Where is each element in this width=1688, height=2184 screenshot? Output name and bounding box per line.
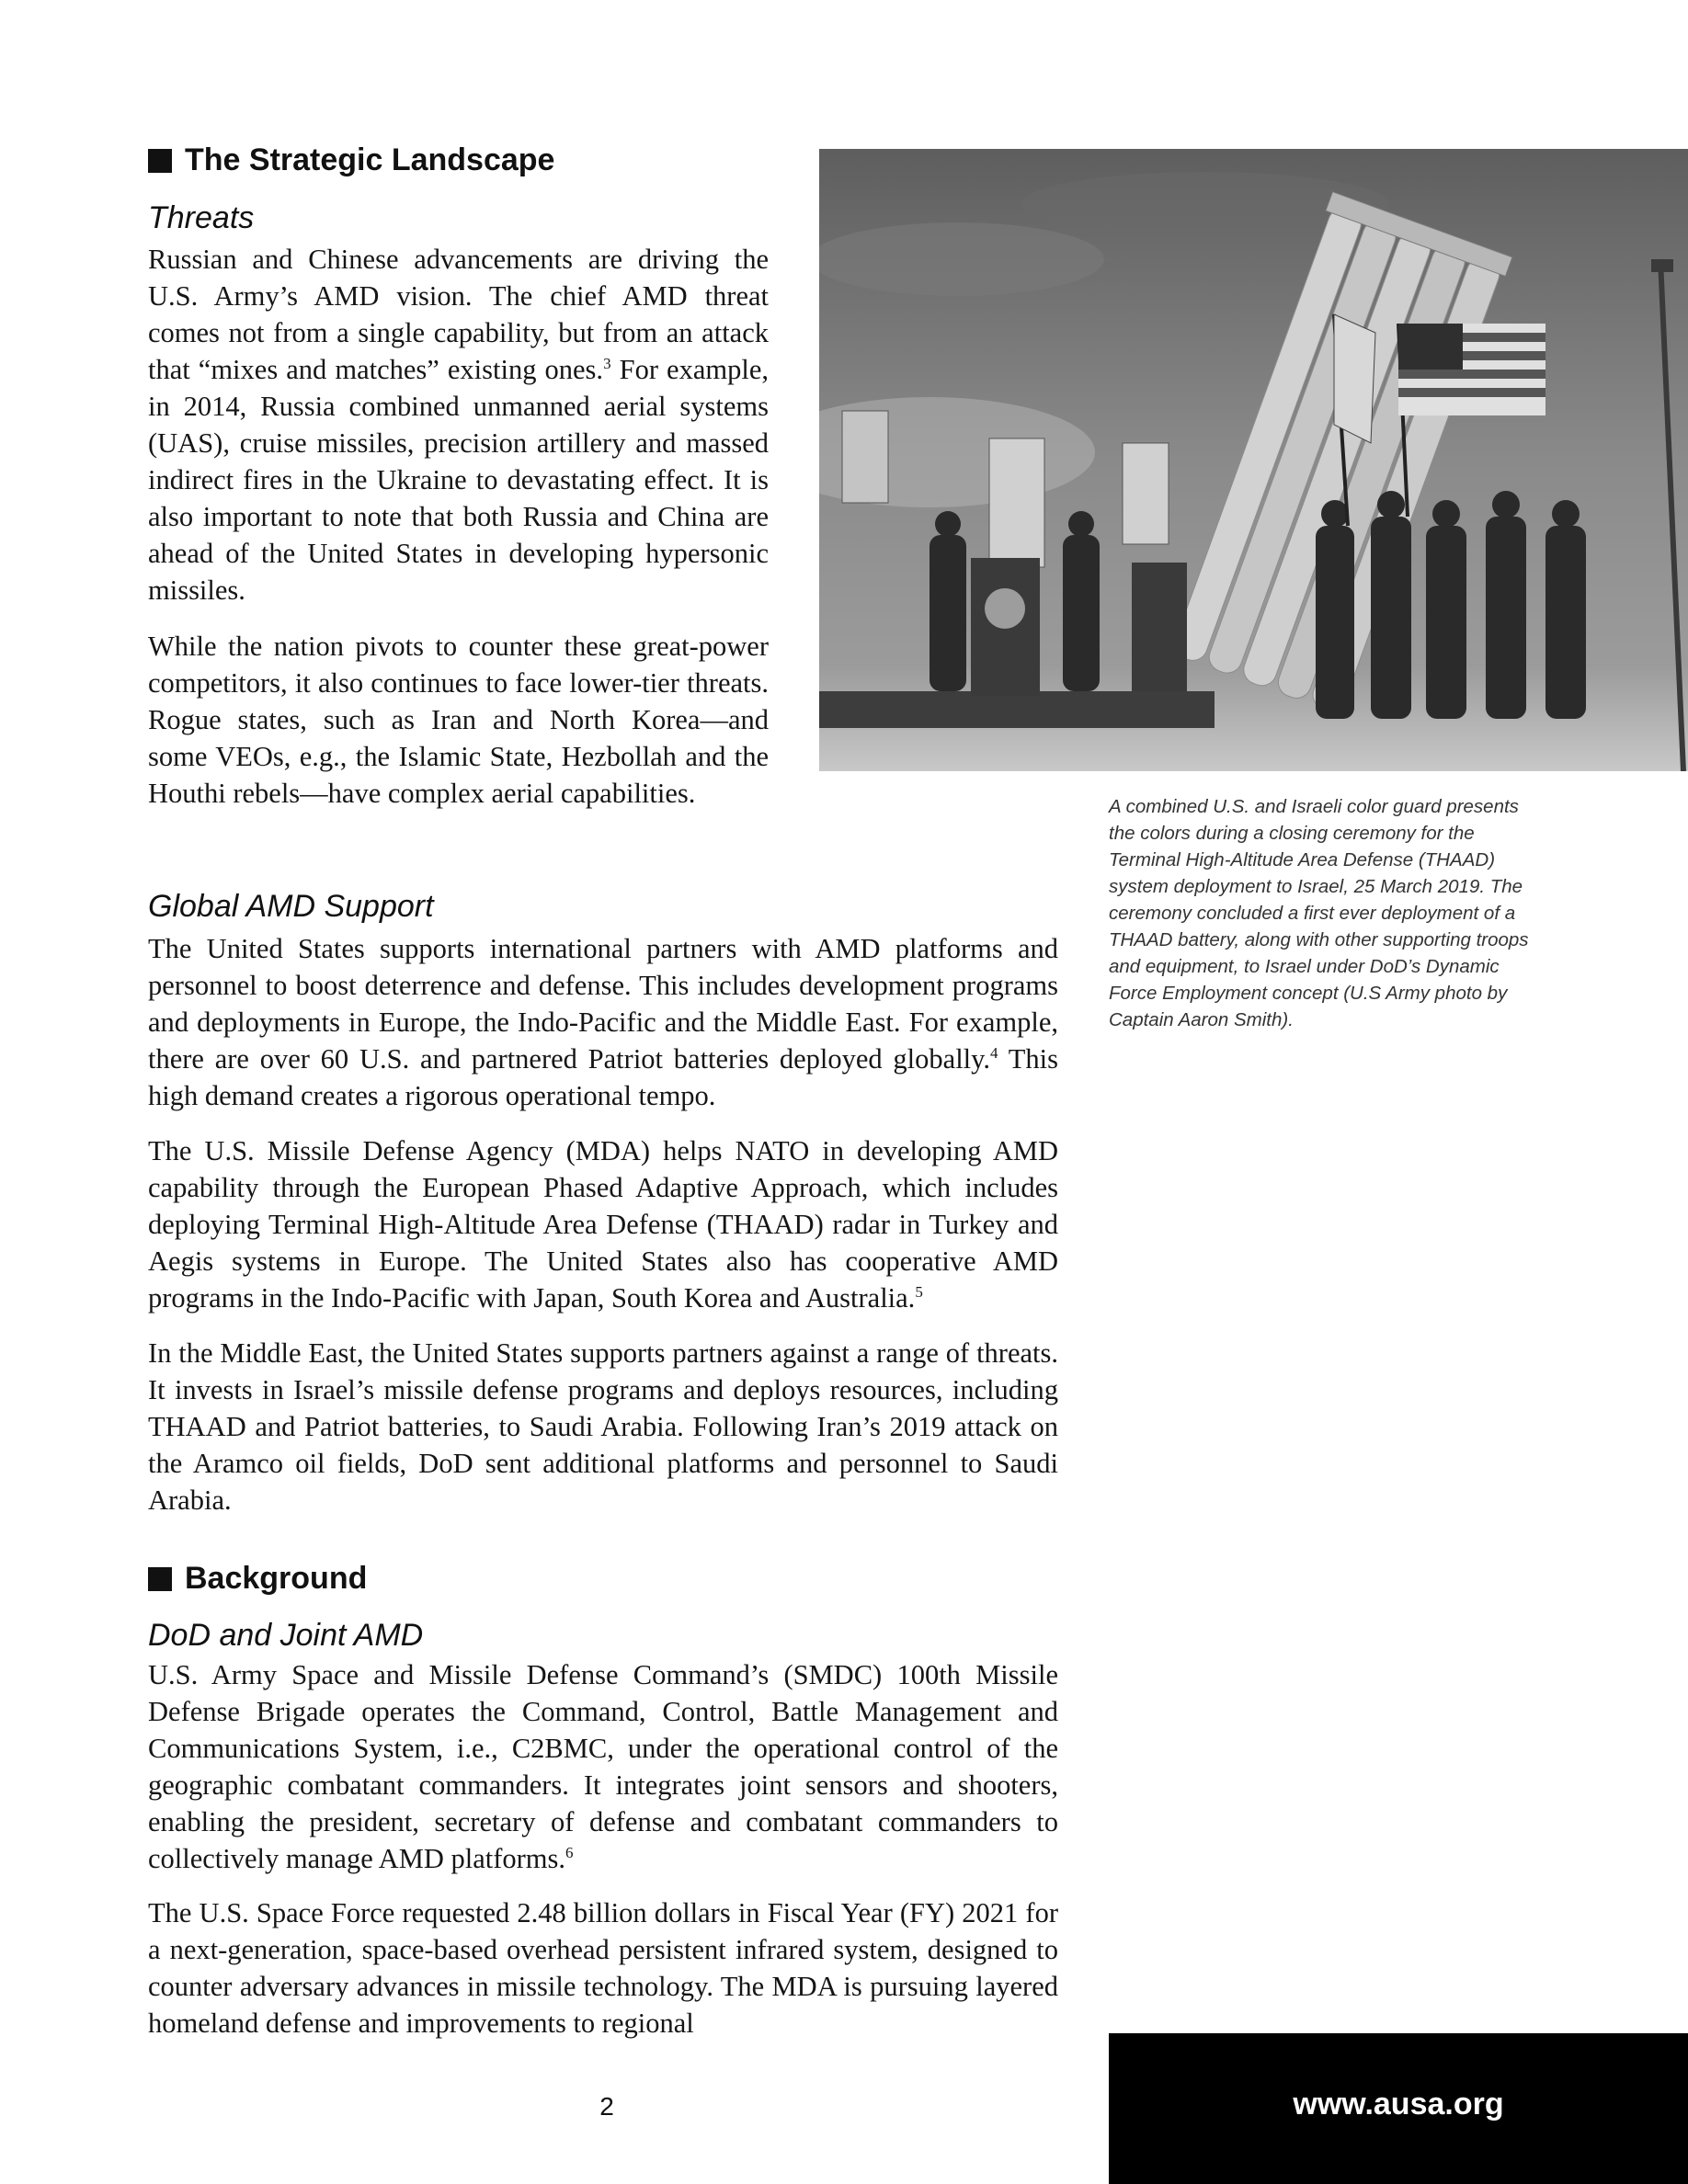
section-heading-text: Background xyxy=(185,1561,368,1596)
subheading-global-amd-support: Global AMD Support xyxy=(148,889,434,924)
paragraph-global-3 xyxy=(148,1335,1058,1519)
footnote-ref-6: 6 xyxy=(565,1843,574,1861)
paragraph-text: The U.S. Missile Defense Agency (MDA) helps NATO in developing AMD capability through the European Phased Adaptive Approach, which includes deploying Terminal High-Altitude Area Defense (THAAD) radar in Turkey and Aegis systems in Europe. The United States also has cooperative AMD programs in the Indo-Pacific with Japan, South Korea and Australia. xyxy=(148,1135,1058,1314)
paragraph-text: The United States supports international partners with AMD platforms and personnel to boost deterrence and defense. This includes development programs and deployments in Europe, the Indo-Pacific and the Middle East. For example, there are over 60 U.S. and partnered Patriot batteries deployed globally. xyxy=(148,933,1058,1075)
photo-caption: A combined U.S. and Israeli color guard presents the colors during a closing ceremony for the Terminal High-Altitude Area Defense (THAAD) system deployment to Israel, 25 March 2019. The ceremony concluded a first ever deployment of a THAAD battery, along with other supporting troops and equipment, to Israel under DoD’s Dynamic Force Employment concept (U.S Army photo by Captain Aaron Smith). xyxy=(1109,796,1529,1030)
paragraph-text-cont: This high demand creates a rigorous operational tempo. xyxy=(148,1043,1058,1111)
page-number: 2 xyxy=(599,2092,614,2121)
section-heading-background xyxy=(148,1561,367,1597)
section-heading-strategic-landscape xyxy=(148,142,554,178)
paragraph-dod-1 xyxy=(148,1656,1058,1877)
photo-illustration xyxy=(819,149,1688,771)
footnote-ref-3: 3 xyxy=(603,354,611,372)
section-heading-text: The Strategic Landscape xyxy=(185,142,555,177)
paragraph-text: U.S. Army Space and Missile Defense Command’s (SMDC) 100th Missile Defense Brigade operates the Command, Control, Battle Management and Communications System, i.e., C2BMC, under the operational control of the geographic combatant commanders. It integrates joint sensors and shooters, enabling the president, secretary of defense and combatant commanders to collectively manage AMD platforms. xyxy=(148,1659,1058,1874)
paragraph-global-1 xyxy=(148,930,1058,1114)
paragraph-dod-2 xyxy=(148,1894,1058,2042)
paragraph-threats-1 xyxy=(148,241,769,609)
paragraph-text: The U.S. Space Force requested 2.48 billion dollars in Fiscal Year (FY) 2021 for a next-generation, space-based overhead persistent infrared system, designed to counter adversary advances in missile technology. The MDA is pursuing layered homeland defense and improvements to regional xyxy=(148,1897,1058,2039)
paragraph-global-2 xyxy=(148,1132,1058,1316)
footer-url-link[interactable]: www.ausa.org xyxy=(1293,2087,1504,2121)
subheading-threats: Threats xyxy=(148,200,255,235)
paragraph-text: While the nation pivots to counter these great-power competitors, it also continues to face lower-tier threats. Rogue states, such as Iran and North Korea—and some VEOs, e.g., the Islamic State, Hezbollah and the Houthi rebels—have complex aerial capabilities. xyxy=(148,631,769,809)
paragraph-threats-2 xyxy=(148,628,769,812)
square-bullet-icon xyxy=(148,1567,172,1591)
paragraph-text-cont: For example, in 2014, Russia combined unmanned aerial systems (UAS), cruise missiles, precision artillery and massed indirect fires in the Ukraine to devastating effect. It is also important to note that both Russia and China are ahead of the United States in developing hypersonic missiles. xyxy=(148,354,769,606)
subheading-dod-joint-amd: DoD and Joint AMD xyxy=(148,1618,424,1653)
thaad-ceremony-photo xyxy=(819,149,1688,771)
footnote-ref-5: 5 xyxy=(915,1282,923,1301)
square-bullet-icon xyxy=(148,149,172,173)
paragraph-text: Russian and Chinese advancements are driving the U.S. Army’s AMD vision. The chief AMD threat comes not from a single capability, but from an attack that “mixes and matches” existing ones. xyxy=(148,244,769,385)
footnote-ref-4: 4 xyxy=(990,1043,998,1062)
paragraph-text: In the Middle East, the United States supports partners against a range of threats. It invests in Israel’s missile defense programs and deploys resources, including THAAD and Patriot batteries, to Saudi Arabia. Following Iran’s 2019 attack on the Aramco oil fields, DoD sent additional platforms and personnel to Saudi Arabia. xyxy=(148,1337,1058,1516)
